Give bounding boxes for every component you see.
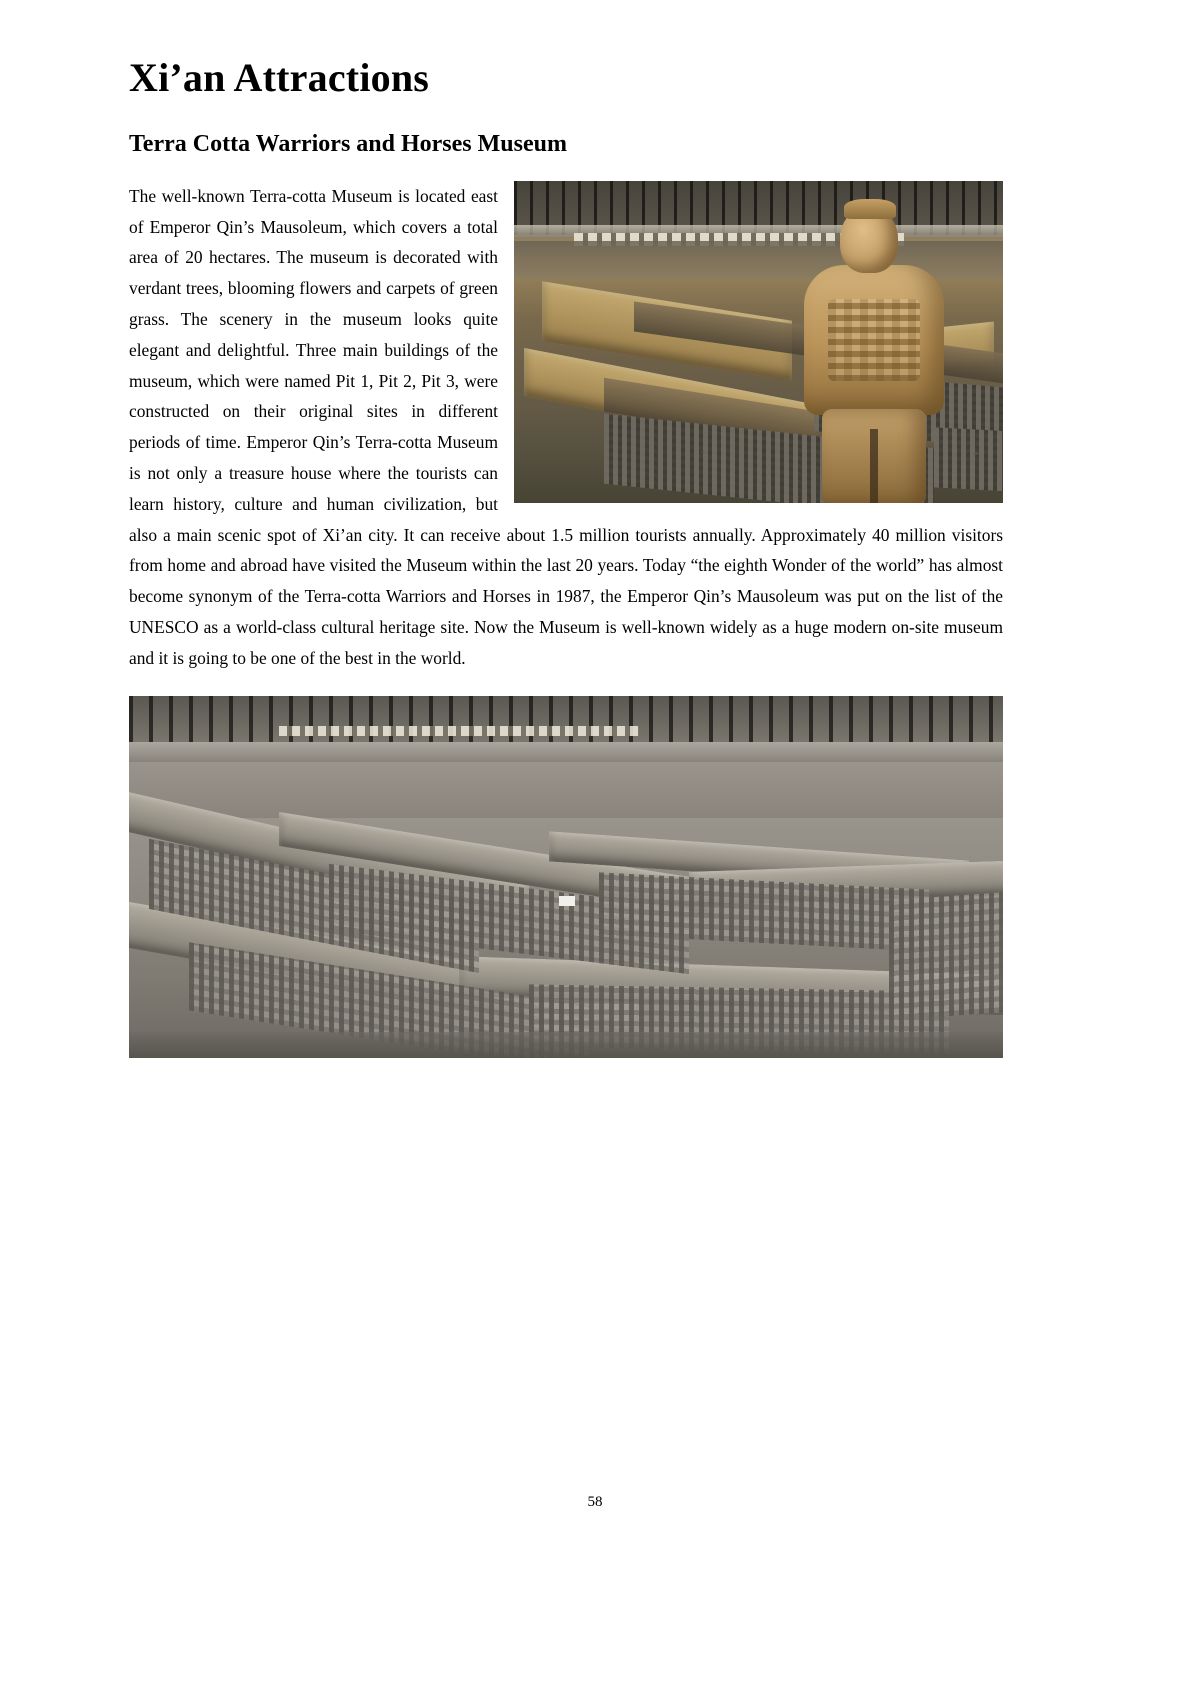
body-paragraph: The well-known Terra-cotta Museum is located east of Emperor Qin’s Mausoleum, which covers a total area of 20 hectares. The museum is decorated with verdant trees, blooming flowers and carpets of green grass. The scenery in the museum looks quite elegant and delightful. Three main buildings of the museum, which were named Pit 1, Pit 2, Pit 3, were constructed on their original sites in different periods of time. Emperor Qin’s Terra-cotta Museum is not only a treasure house where the tourists can learn history, culture and human civilization, but also a main scenic spot of Xi’an city. It can receive about 1.5 million tourists annually. Approximately 40 million visitors from home and abroad have visited the Museum within the last 20 years. Today “the eighth Wonder of the world” has almost become synonym of the Terra-cotta Warriors and Horses in 1987, the Emperor Qin’s Mausoleum was put on the list of the UNESCO as a world-class cultural heritage site. Now the Museum is well-known widely as a huge modern on-site museum and it is going to be one of the best in the world. [129, 185, 1003, 668]
statue-leg-gap [870, 429, 878, 503]
skylight-strip [279, 726, 639, 736]
museum-pit-illustration [514, 181, 1003, 503]
terracotta-general-statue [778, 199, 973, 503]
page-content [129, 0, 1003, 1058]
statue-cap [844, 199, 896, 219]
statue-armor [828, 299, 920, 381]
pit-foreground-soil [129, 1032, 1003, 1058]
viewing-rail [129, 742, 1003, 764]
terracotta-museum-pit-with-warrior-photo [514, 181, 1003, 503]
section-heading: Terra Cotta Warriors and Horses Museum [129, 131, 567, 157]
page-title: Xi’an Attractions [129, 55, 430, 100]
terracotta-excavation-pit-photo [129, 696, 1003, 1058]
excavation-pit-illustration [129, 696, 1003, 1058]
excavation-marker [559, 896, 575, 906]
intro-block [129, 181, 1003, 674]
warrior-ranks [889, 891, 1003, 1019]
pit-far-side [129, 762, 1003, 818]
page-number: 58 [587, 1494, 603, 1510]
